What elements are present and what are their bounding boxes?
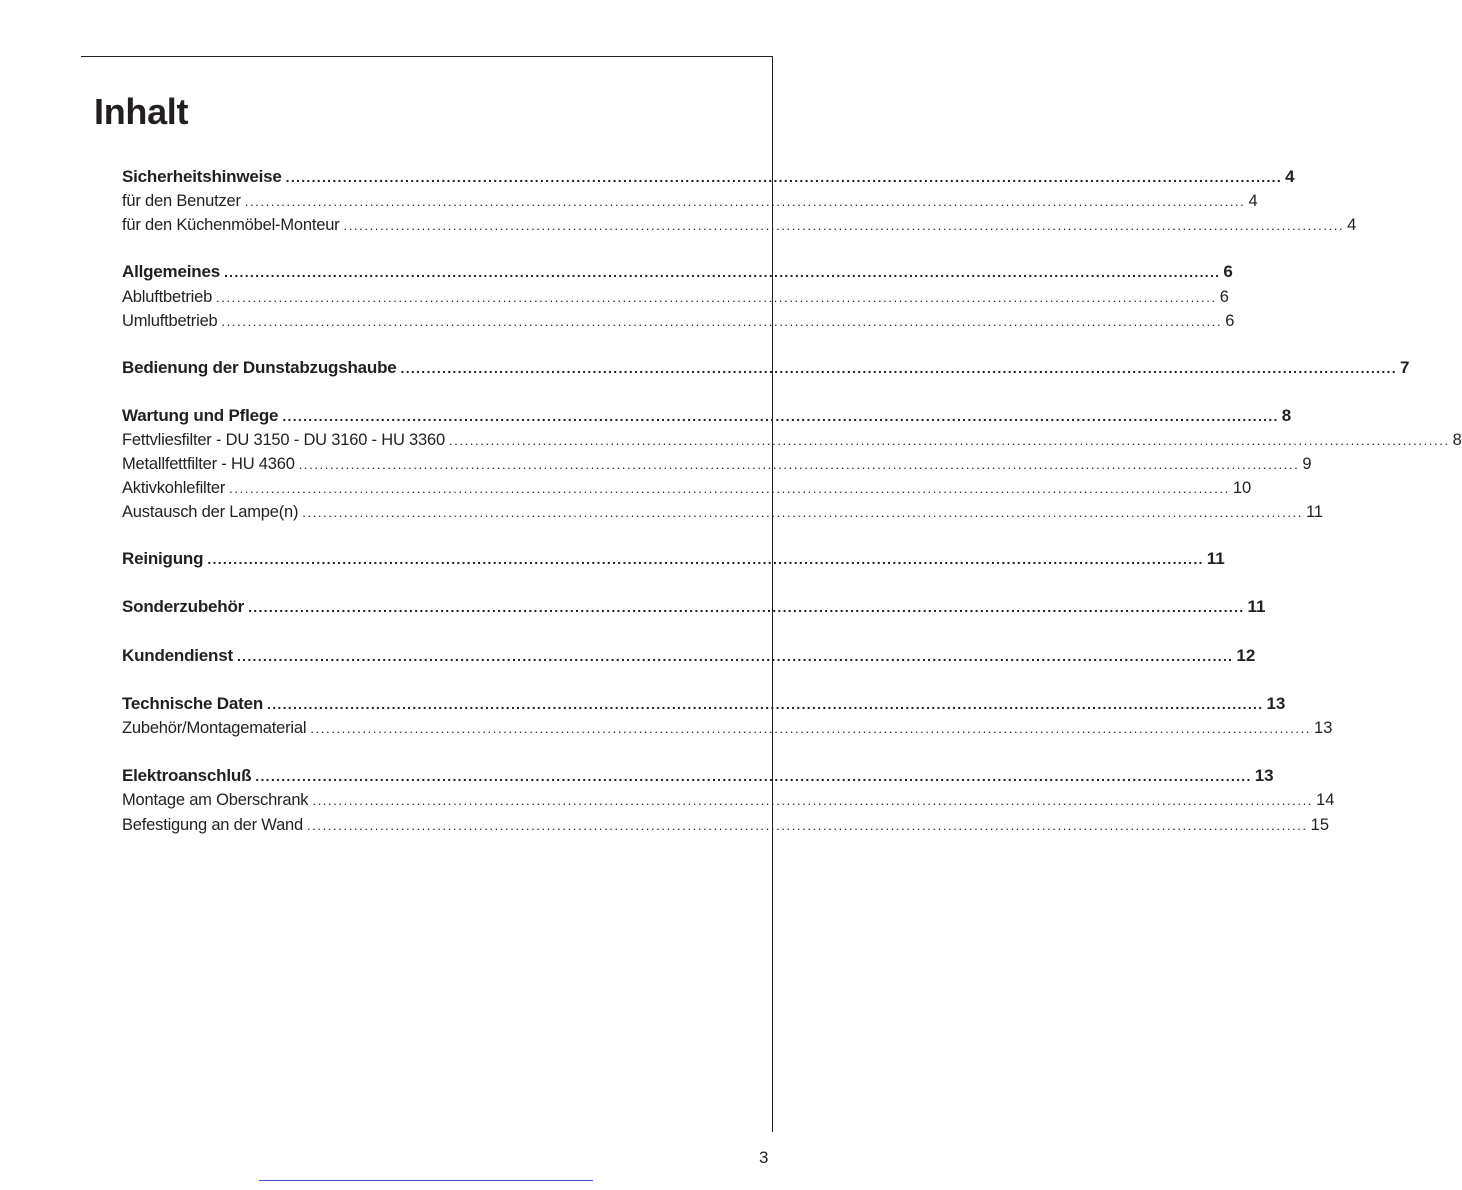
dot-leader bbox=[222, 312, 1223, 332]
toc-entry-label: Reinigung bbox=[122, 549, 204, 568]
dot-leader bbox=[307, 816, 1308, 836]
toc-entry[interactable] bbox=[122, 502, 1323, 523]
toc-entry-label: Befestigung an der Wand bbox=[122, 816, 303, 834]
toc-entry-page: 14 bbox=[1316, 791, 1335, 809]
toc-entry[interactable] bbox=[122, 358, 1409, 378]
toc-entry[interactable] bbox=[122, 766, 1274, 786]
page-title: Inhalt bbox=[94, 91, 189, 132]
page-number: 3 bbox=[759, 1148, 769, 1167]
toc-entry-page: 13 bbox=[1266, 694, 1286, 713]
dot-leader bbox=[286, 167, 1282, 187]
dot-leader bbox=[248, 597, 1244, 617]
dot-leader bbox=[237, 646, 1233, 666]
toc-entry-label: Allgemeines bbox=[122, 262, 220, 281]
toc-entry-page: 4 bbox=[1347, 216, 1357, 234]
toc-entry-page: 7 bbox=[1399, 358, 1410, 377]
toc-entry[interactable] bbox=[122, 790, 1334, 811]
toc-entry-page: 6 bbox=[1219, 288, 1229, 306]
toc-entry-label: Kundendienst bbox=[122, 646, 233, 665]
toc-entry-label: Wartung und Pflege bbox=[122, 406, 279, 425]
toc-entry-label: Umluftbetrieb bbox=[122, 312, 218, 330]
dot-leader bbox=[229, 479, 1230, 499]
toc-entry-label: für den Benutzer bbox=[122, 192, 241, 210]
toc-entry[interactable] bbox=[122, 262, 1233, 282]
toc-entry-page: 6 bbox=[1225, 312, 1235, 330]
toc-entry-label: Elektroanschluß bbox=[122, 766, 252, 785]
toc-entry-label: Austausch der Lampe(n) bbox=[122, 503, 299, 521]
footer-link-rule bbox=[259, 1180, 593, 1181]
toc-entry-label: Bedienung der Dunstabzugshaube bbox=[122, 358, 397, 377]
toc-entry-page: 4 bbox=[1248, 192, 1258, 210]
toc-entry[interactable] bbox=[122, 191, 1258, 212]
toc-entry-page: 8 bbox=[1281, 406, 1292, 425]
toc-entry[interactable] bbox=[122, 694, 1285, 714]
toc-entry-page: 6 bbox=[1223, 262, 1233, 281]
toc-entry[interactable] bbox=[122, 718, 1332, 739]
toc-entry[interactable] bbox=[122, 454, 1312, 475]
toc-entry-page: 9 bbox=[1302, 455, 1312, 473]
toc-entry[interactable] bbox=[122, 406, 1291, 426]
toc-entry-label: Technische Daten bbox=[122, 694, 264, 713]
toc-entry-page: 10 bbox=[1232, 479, 1252, 497]
dot-leader bbox=[302, 503, 1303, 523]
dot-leader bbox=[255, 766, 1251, 786]
toc-entry-label: Abluftbetrieb bbox=[122, 288, 213, 306]
toc-entry[interactable] bbox=[122, 430, 1462, 451]
page-frame-top-rule bbox=[81, 56, 773, 57]
toc-entry-page: 11 bbox=[1305, 503, 1324, 521]
toc-entry-label: für den Küchenmöbel-Monteur bbox=[122, 216, 340, 234]
toc-entry[interactable] bbox=[122, 549, 1225, 569]
dot-leader bbox=[310, 719, 1311, 739]
toc-entry[interactable] bbox=[122, 597, 1265, 617]
toc-entry[interactable] bbox=[122, 167, 1295, 187]
dot-leader bbox=[343, 216, 1344, 236]
toc-entry-page: 13 bbox=[1254, 766, 1274, 785]
toc-entry-page: 8 bbox=[1452, 431, 1462, 449]
toc-entry-page: 4 bbox=[1285, 167, 1295, 186]
dot-leader bbox=[282, 406, 1278, 426]
dot-leader bbox=[207, 549, 1203, 569]
toc-entry-page: 12 bbox=[1236, 646, 1256, 665]
toc-entry[interactable] bbox=[122, 287, 1229, 308]
toc-entry-page: 15 bbox=[1310, 816, 1330, 834]
toc-entry-label: Montage am Oberschrank bbox=[122, 791, 309, 809]
dot-leader bbox=[216, 288, 1217, 308]
toc-entry-page: 11 bbox=[1247, 597, 1266, 616]
toc-entry[interactable] bbox=[122, 646, 1255, 666]
toc-entry-label: Sonderzubehör bbox=[122, 597, 245, 616]
toc-entry-label: Aktivkohlefilter bbox=[122, 479, 226, 497]
toc-entry-label: Sicherheitshinweise bbox=[122, 167, 282, 186]
dot-leader bbox=[224, 262, 1220, 282]
toc-entry-label: Zubehör/Montagematerial bbox=[122, 719, 307, 737]
toc-entry[interactable] bbox=[122, 815, 1329, 836]
dot-leader bbox=[267, 694, 1263, 714]
dot-leader bbox=[449, 431, 1450, 451]
toc-entry[interactable] bbox=[122, 478, 1251, 499]
toc-entry-label: Metallfettfilter - HU 4360 bbox=[122, 455, 295, 473]
toc-entry[interactable] bbox=[122, 311, 1234, 332]
dot-leader bbox=[312, 791, 1313, 811]
toc-entry-label: Fettvliesfilter - DU 3150 - DU 3160 - HU 3360 bbox=[122, 431, 445, 449]
dot-leader bbox=[299, 455, 1300, 475]
toc-entry-page: 11 bbox=[1206, 549, 1225, 568]
dot-leader bbox=[245, 192, 1246, 212]
toc-entry[interactable] bbox=[122, 215, 1356, 236]
toc-entry-page: 13 bbox=[1314, 719, 1333, 737]
dot-leader bbox=[401, 358, 1397, 378]
